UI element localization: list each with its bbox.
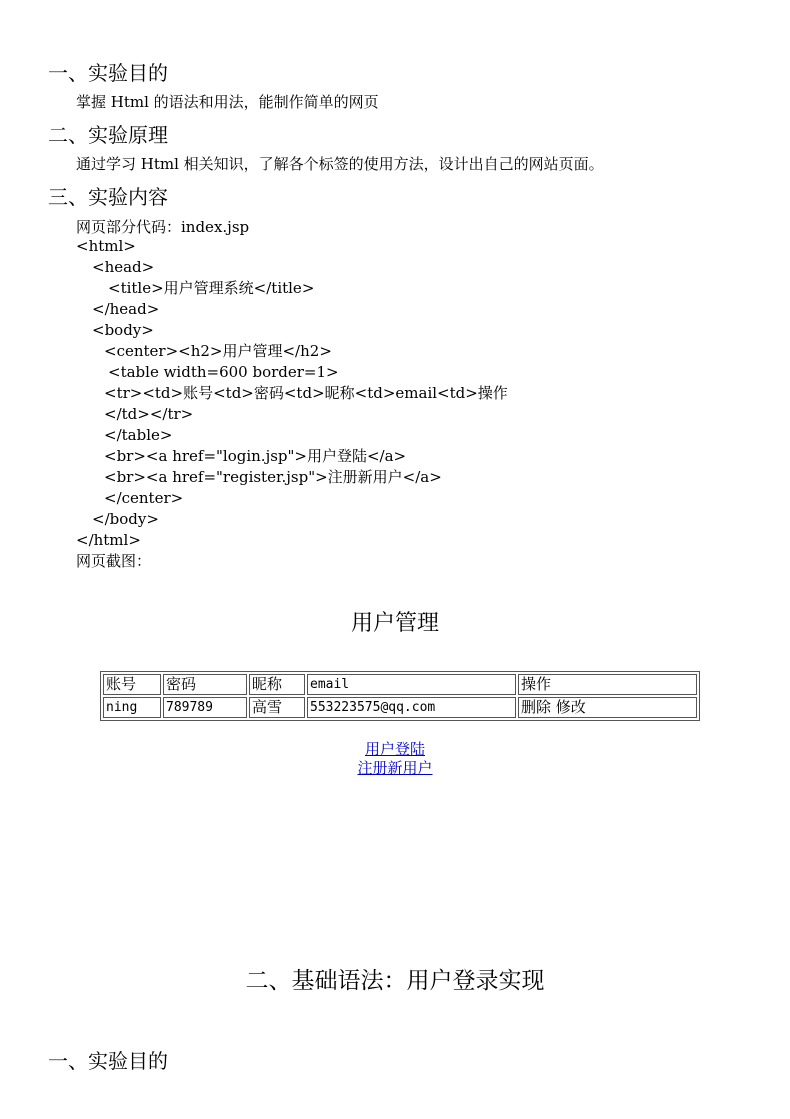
principle-text: 通过学习 Html 相关知识，了解各个标签的使用方法，设计出自己的网站页面。 — [76, 155, 604, 173]
code-line: </head> — [92, 300, 160, 318]
code-line: </center> — [104, 489, 184, 507]
code-line: <table width=600 border=1> — [108, 363, 339, 381]
section-heading-purpose: 一、实验目的 — [48, 61, 168, 85]
code-line: <html> — [76, 237, 136, 255]
code-line: <tr><td>账号<td>密码<td>昵称<td>email<td>操作 — [104, 384, 508, 402]
links-block — [0, 740, 790, 778]
section-heading-content: 三、实验内容 — [48, 185, 168, 209]
code-line: </td></tr> — [104, 405, 194, 423]
code-line: </body> — [92, 510, 159, 528]
cell-password: 789789 — [163, 697, 247, 718]
section-heading-principle: 二、实验原理 — [48, 123, 168, 147]
code-line: <head> — [92, 258, 155, 276]
login-link[interactable]: 用户登陆 — [364, 740, 425, 758]
cell-nickname: 高雪 — [249, 697, 305, 718]
table-row — [103, 697, 697, 718]
cell-account: ning — [103, 697, 161, 718]
cell-actions[interactable]: 删除 修改 — [518, 697, 697, 718]
cell-email: 553223575@qq.com — [307, 697, 516, 718]
code-line: <br><a href="login.jsp">用户登陆</a> — [104, 447, 407, 465]
code-intro: 网页部分代码：index.jsp — [76, 218, 250, 236]
header-cell-email: email — [307, 674, 516, 695]
code-line: <title>用户管理系统</title> — [108, 279, 315, 297]
header-cell-password: 密码 — [163, 674, 247, 695]
table-header-row — [103, 674, 697, 695]
next-section-title: 二、基础语法：用户登录实现 — [245, 968, 545, 994]
code-line: </html> — [76, 531, 141, 549]
screenshot-label: 网页截图： — [76, 552, 152, 570]
register-link[interactable]: 注册新用户 — [357, 759, 433, 777]
next-section-heading: 一、实验目的 — [48, 1049, 168, 1073]
user-table — [100, 671, 700, 721]
code-line: <br><a href="register.jsp">注册新用户</a> — [104, 468, 442, 486]
purpose-text: 掌握 Html 的语法和用法，能制作简单的网页 — [76, 93, 379, 111]
code-line: <body> — [92, 321, 154, 339]
header-cell-nickname: 昵称 — [249, 674, 305, 695]
code-line: </table> — [104, 426, 173, 444]
header-cell-account: 账号 — [103, 674, 161, 695]
header-cell-actions: 操作 — [518, 674, 697, 695]
code-line: <center><h2>用户管理</h2> — [104, 342, 332, 360]
screenshot-page-title: 用户管理 — [350, 611, 439, 636]
